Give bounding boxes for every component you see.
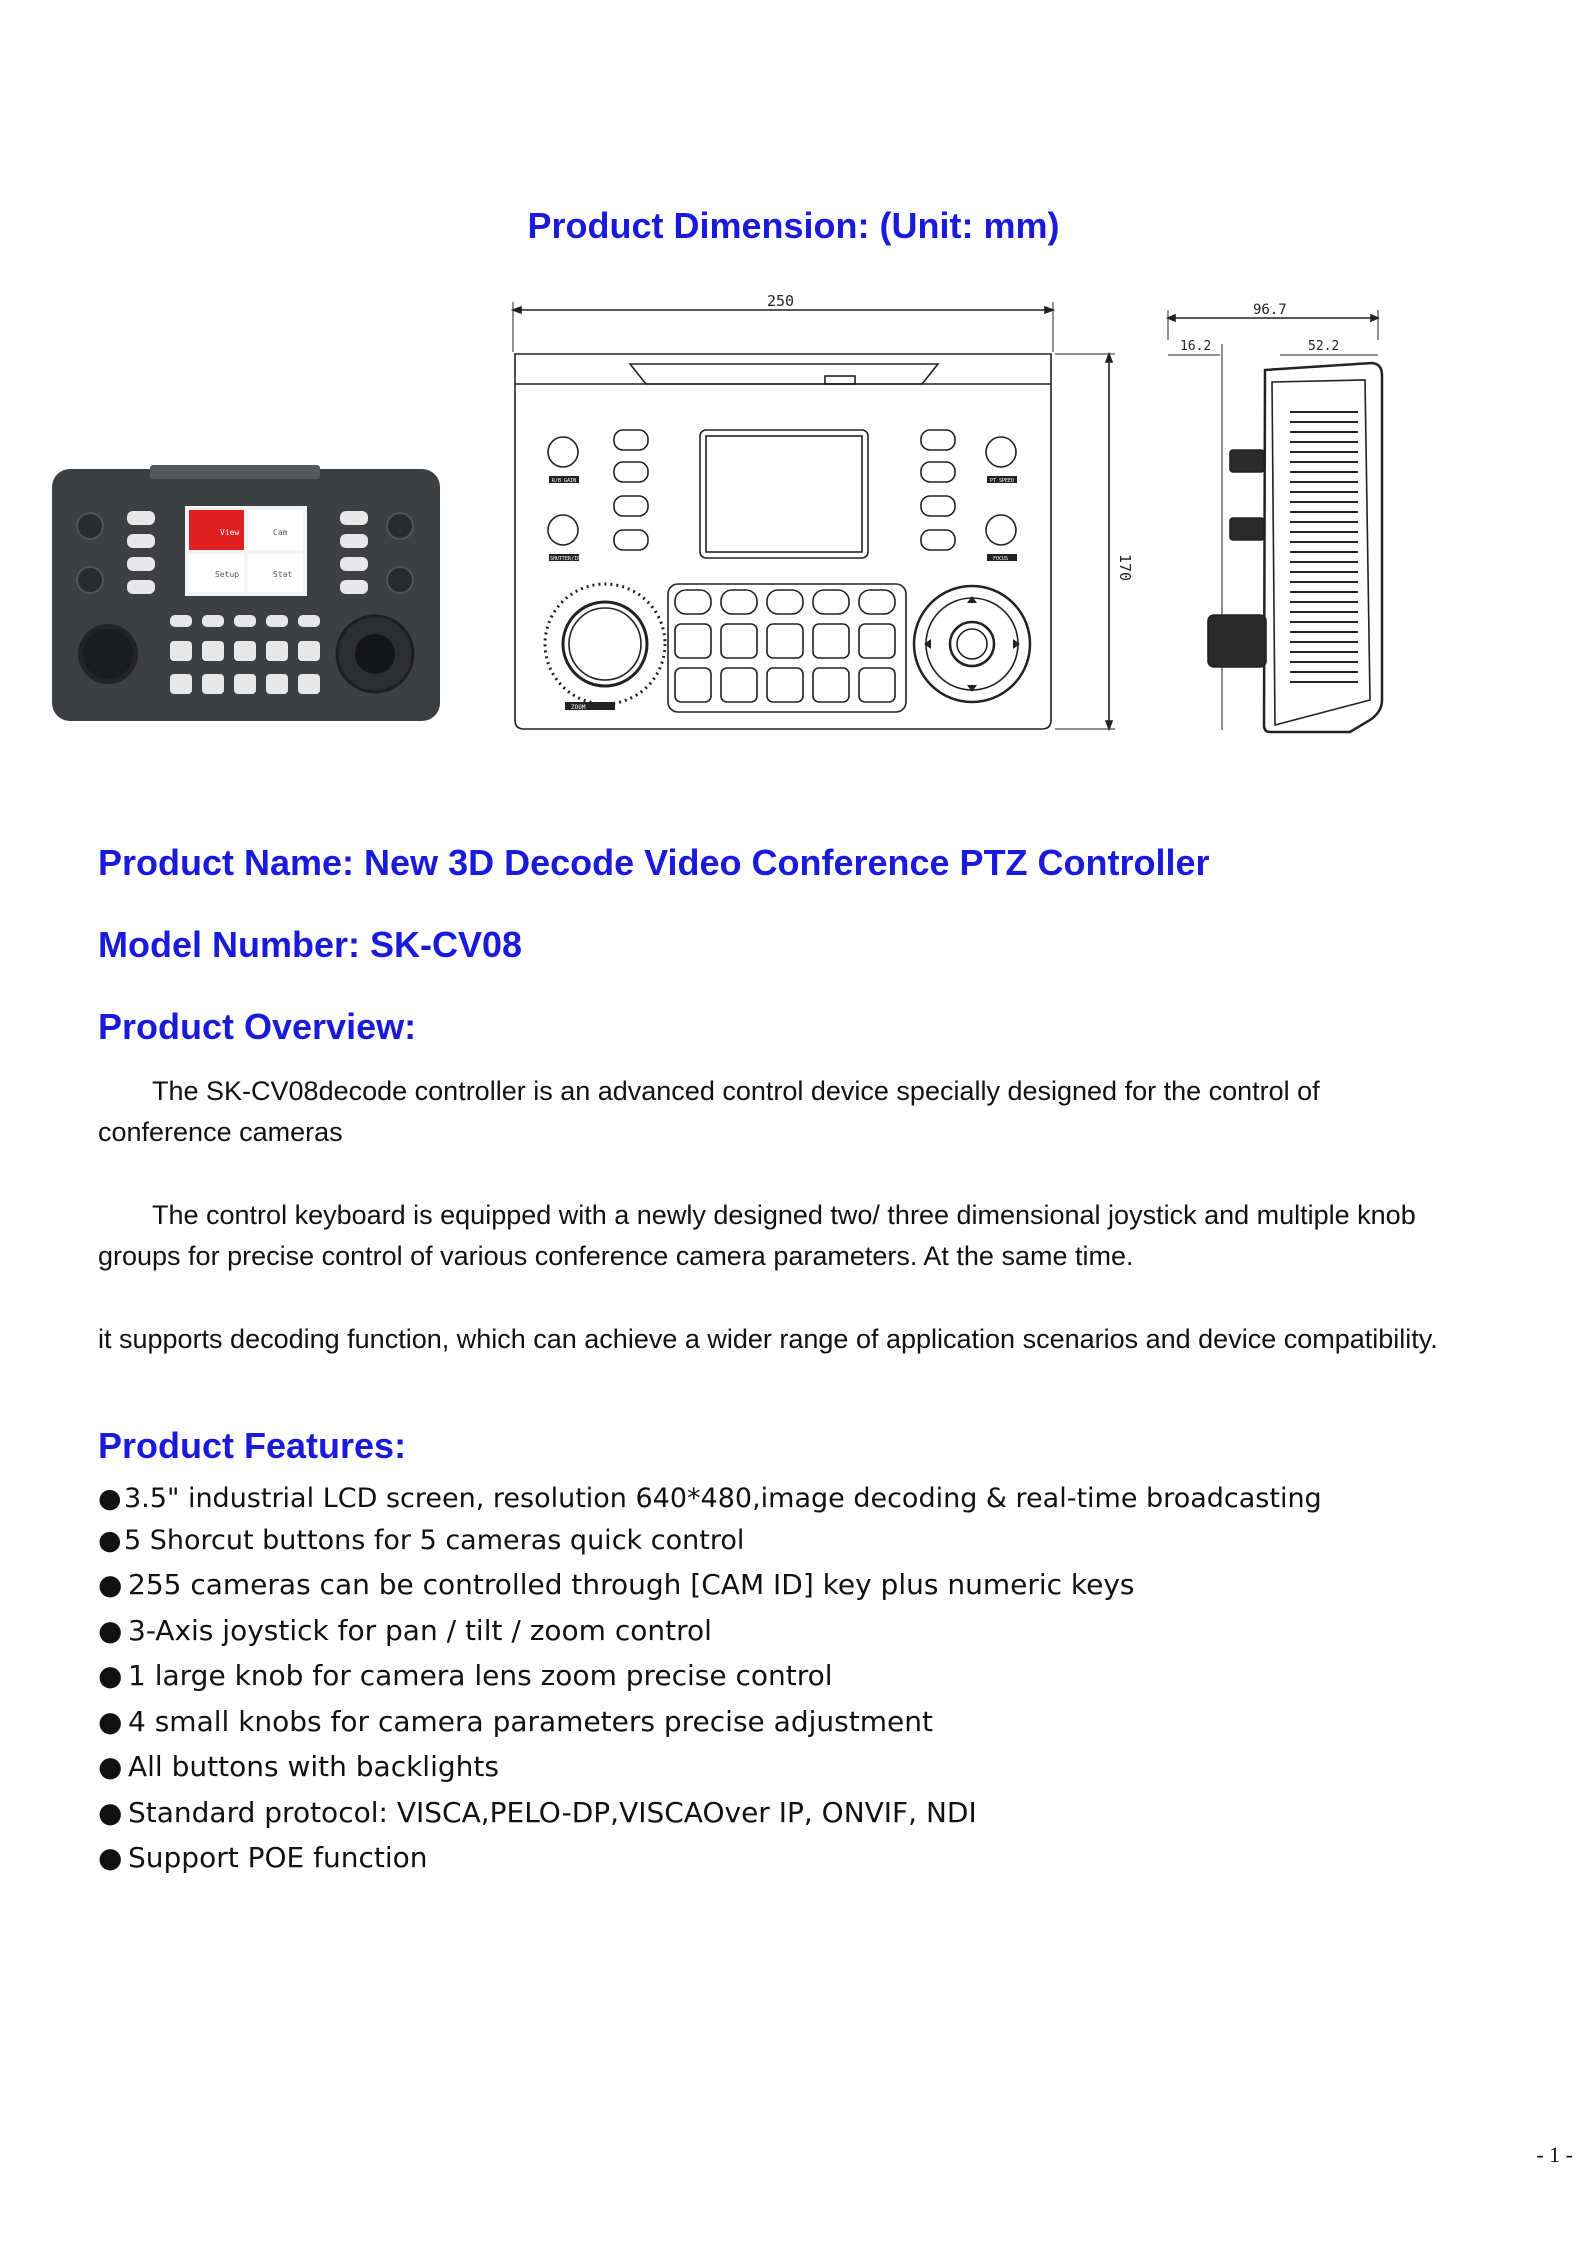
dimension-title: Product Dimension: (Unit: mm) xyxy=(527,205,1060,246)
model-number: Model Number: SK-CV08 xyxy=(98,924,523,965)
overview-paragraph-3: it supports decoding function, which can achieve a wider range of application scenarios and device compatibility. xyxy=(98,1324,1438,1354)
features-list xyxy=(98,1478,1322,1881)
bullet-icon: ● xyxy=(98,1659,123,1692)
depth-label: 96.7 xyxy=(1253,302,1287,318)
bullet-icon: ● xyxy=(98,1568,123,1601)
feature-item: ● All buttons with backlights xyxy=(98,1744,1322,1790)
zoom-label: ZOOM xyxy=(571,704,586,711)
knob-label-2: SHUTTER/IRIS xyxy=(550,556,587,562)
depth-rear-label: 52.2 xyxy=(1308,339,1340,354)
overview-heading: Product Overview: xyxy=(98,1006,417,1047)
tile-view: View xyxy=(220,528,240,537)
bullet-icon: ● xyxy=(98,1613,123,1647)
tile-setup: Setup xyxy=(215,570,240,579)
height-label: 170 xyxy=(1116,554,1134,582)
overview-p1-line2: conference cameras xyxy=(98,1117,343,1147)
overview-p2-line1: The control keyboard is equipped with a newly designed two/ three dimensional joystick and multiple knob xyxy=(152,1200,1416,1230)
depth-front-label: 16.2 xyxy=(1180,339,1212,354)
bullet-icon: ● xyxy=(98,1483,122,1514)
tile-stat: Stat xyxy=(273,570,293,579)
feature-item: ● 1 large knob for camera lens zoom precise control xyxy=(98,1653,1322,1699)
feature-item: ●3.5" industrial LCD screen, resolution 640*480,image decoding & real-time broadcasting xyxy=(98,1478,1322,1520)
feature-item: ● Support POE function xyxy=(98,1835,1322,1881)
width-label: 250 xyxy=(767,292,795,310)
page-number: - 1 - xyxy=(1536,2142,1573,2167)
features-heading: Product Features: xyxy=(98,1425,407,1466)
feature-item: ● Standard protocol: VISCA,PELO-DP,VISCAOver IP, ONVIF, NDI xyxy=(98,1790,1322,1836)
overview-p1-line1: The SK-CV08decode controller is an advanced control device specially designed for the control of xyxy=(152,1076,1320,1106)
knob-label-4: FOCUS xyxy=(993,556,1009,562)
feature-item: ● 3-Axis joystick for pan / tilt / zoom control xyxy=(98,1608,1322,1654)
overview-paragraph-1 xyxy=(98,1071,1498,1153)
product-name: Product Name: New 3D Decode Video Conference PTZ Controller xyxy=(98,842,1210,883)
knob-label-3: PT SPEED xyxy=(990,478,1015,484)
overview-p2-line2: groups for precise control of various conference camera parameters. At the same time. xyxy=(98,1241,1134,1271)
front-dimension-drawing xyxy=(505,292,1145,737)
bullet-icon: ● xyxy=(98,1525,122,1556)
side-dimension-drawing xyxy=(1160,300,1400,740)
overview-paragraph-2 xyxy=(98,1195,1498,1277)
device-photo xyxy=(50,463,445,723)
feature-item: ●5 Shorcut buttons for 5 cameras quick control xyxy=(98,1520,1322,1562)
bullet-icon: ● xyxy=(98,1841,123,1874)
feature-item: ● 4 small knobs for camera parameters precise adjustment xyxy=(98,1699,1322,1745)
tile-cam: Cam xyxy=(273,528,288,537)
bullet-icon: ● xyxy=(98,1795,123,1829)
bullet-icon: ● xyxy=(98,1704,123,1738)
feature-item: ● 255 cameras can be controlled through [CAM ID] key plus numeric keys xyxy=(98,1562,1322,1608)
bullet-icon: ● xyxy=(98,1750,123,1783)
knob-label-1: R/B GAIN xyxy=(552,478,577,484)
